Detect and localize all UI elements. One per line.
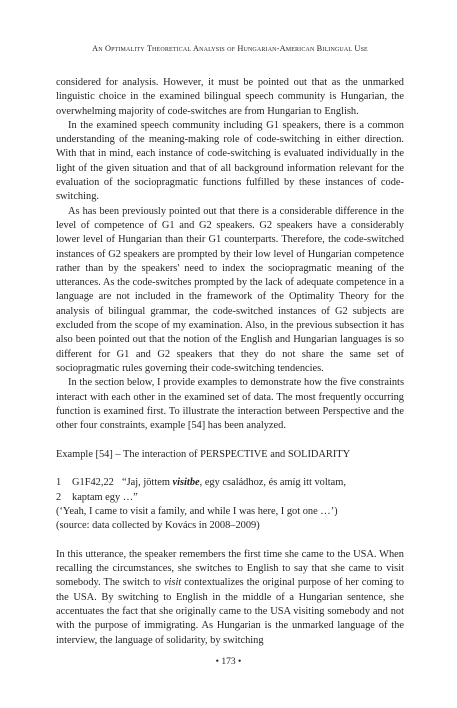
line-number: 2 [56, 491, 62, 503]
speaker-code: G1F42,22 [72, 477, 114, 489]
utterance-text: “Jaj, jöttem [122, 477, 173, 489]
example-title: Example [54] – The interaction of PERSPECTIVE and SOLIDARITY [56, 448, 351, 460]
example-line-1 [56, 476, 404, 490]
paragraph: considered for analysis. However, it must be pointed out that as the unmarked linguistic choice in the examined bilingual speech community is Hungarian, the overwhelming majority of code-switches are from Hungarian to English. [56, 77, 404, 117]
paragraph [56, 548, 404, 648]
spacer [56, 534, 404, 548]
emphasized-word: visitbe [172, 477, 200, 489]
running-header: An Optimality Theoretical Analysis of Hungarian-American Bilingual Use [92, 44, 368, 53]
example-line-2 [56, 491, 404, 505]
italic-word: visit [163, 577, 182, 589]
utterance-text: kaptam egy …” [72, 491, 138, 503]
spacer [56, 462, 404, 476]
body-text [56, 76, 404, 648]
spacer [56, 433, 404, 447]
paragraph: In the section below, I provide examples to demonstrate how the five constraints interact with each other in the examined set of data. The most frequently occurring function is examined first. To illustrate the interaction between Perspective and the other four constraints, example [54] has been analyzed. [56, 377, 404, 432]
page-number: • 173 • [215, 657, 242, 667]
example-translation: (‘Yeah, I came to visit a family, and while I was here, I got one …’) [56, 505, 338, 517]
line-number: 1 [56, 477, 62, 489]
paragraph: In the examined speech community including G1 speakers, there is a common understanding of the meaning-making role of code-switching in either direction. With that in mind, each instance of code-switching is evaluated individually in the light of the given situation and that of all background information relevant for the evaluation of the sociopragmatic functions fulfilled by these instances of code-switching. [56, 119, 404, 203]
utterance-text: , egy családhoz, és amíg itt voltam, [199, 477, 346, 489]
paragraph-text: contextualizes the original purpose of her coming to the USA. By switching to English in the middle of a Hungarian sentence, she accentuates the fact that she originally came to the USA visiting somebody and not with the purpose of immigrating. As Hungarian is the unmarked language of the interview, the language of solidarity, by switching [56, 577, 404, 646]
paragraph: As has been previously pointed out that there is a considerable difference in the level of competence of G1 and G2 speakers. G2 speakers have a considerably lower level of Hungarian than their G1 counterparts. Therefore, the code-switched instances of G2 speakers are prompted by their low level of Hungarian competence rather than by the speakers' need to index the sociopragmatic meaning of the utterances. As the code-switches prompted by the lack of adequate competence in a language are not included in the framework of the Optimality Theory for the analysis of bilingual grammar, the code-switched instances of G2 subjects are excluded from the scope of my examination. Also, in the previous subsection it has also been pointed out that the notion of the English and Hungarian languages is so different for G1 and G2 speakers that they do not share the same set of sociopragmatic rules governing their code-switching tendencies. [56, 205, 404, 374]
example-source: (source: data collected by Kovács in 2008–2009) [56, 520, 260, 532]
paragraph-text: In this utterance, the speaker remembers the first time she came to the USA. When recalling the circumstances, she switches to English to say that she came to visit somebody. The switch to [56, 548, 404, 589]
